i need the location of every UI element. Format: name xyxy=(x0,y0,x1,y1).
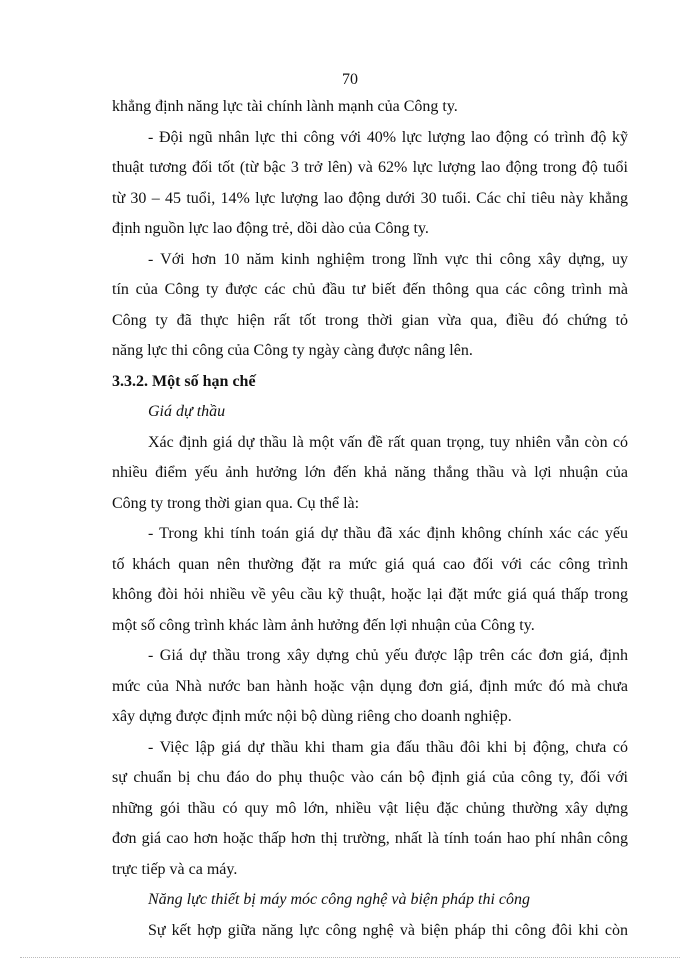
text-line: những gói thầu có quy mô lớn, nhiều vật liệu đặc chủng thường xây dựng xyxy=(112,799,628,817)
text-line: - Việc lập giá dự thầu khi tham gia đấu thầu đôi khi bị động, chưa có xyxy=(148,738,628,756)
page-bottom-divider xyxy=(20,957,680,958)
text-line: Sự kết hợp giữa năng lực công nghệ và biện pháp thi công đôi khi còn xyxy=(148,921,628,939)
text-line: không đòi hỏi nhiều về yêu cầu kỹ thuật, hoặc lại đặt mức giá quá thấp trong xyxy=(112,586,628,603)
text-line: nhiều điểm yếu ảnh hưởng lớn đến khả năng thắng thầu và lợi nhuận của xyxy=(112,464,628,481)
text-line: đơn giá cao hơn hoặc thấp hơn thị trường, nhất là tính toán hao phí nhân công xyxy=(112,830,628,847)
text-line: Xác định giá dự thầu là một vấn đề rất quan trọng, tuy nhiên vẫn còn có xyxy=(148,433,628,451)
subsection-heading: Năng lực thiết bị máy móc công nghệ và biện pháp thi công xyxy=(148,891,530,908)
text-line: khẳng định năng lực tài chính lành mạnh của Công ty. xyxy=(112,98,458,115)
text-line: mức của Nhà nước ban hành hoặc vận dụng đơn giá, định mức đó mà chưa xyxy=(112,677,628,695)
text-line: - Trong khi tính toán giá dự thầu đã xác định không chính xác các yếu xyxy=(148,525,628,542)
text-line: Công ty trong thời gian qua. Cụ thể là: xyxy=(112,494,360,512)
text-line: trực tiếp và ca máy. xyxy=(112,860,238,878)
text-line: định nguồn lực lao động trẻ, dồi dào của Công ty. xyxy=(112,220,429,237)
page-number: 70 xyxy=(342,71,358,88)
text-line: từ 30 – 45 tuổi, 14% lực lượng lao động dưới 30 tuổi. Các chỉ tiêu này khẳng xyxy=(112,189,628,207)
text-line: sự chuẩn bị chu đáo do phụ thuộc vào cán bộ định giá của công ty, đối với xyxy=(112,769,628,786)
text-line: - Với hơn 10 năm kinh nghiệm trong lĩnh vực thi công xây dựng, uy xyxy=(148,250,628,268)
text-line: tố khách quan nên thường đặt ra mức giá quá cao đối với các công trình xyxy=(112,555,628,573)
text-line: - Giá dự thầu trong xây dựng chủ yếu được lập trên các đơn giá, định xyxy=(148,647,628,664)
document-body xyxy=(112,92,628,946)
text-line: năng lực thi công của Công ty ngày càng được nâng lên. xyxy=(112,342,473,359)
text-line: Công ty đã thực hiện rất tốt trong thời gian vừa qua, điều đó chứng tỏ xyxy=(112,311,628,329)
text-line: tín của Công ty được các chủ đầu tư biết đến thông qua các công trình mà xyxy=(112,281,628,298)
text-line: - Đội ngũ nhân lực thi công với 40% lực lượng lao động có trình độ kỹ xyxy=(148,128,628,146)
subsection-heading: Giá dự thầu xyxy=(148,403,226,420)
section-heading: 3.3.2. Một số hạn chế xyxy=(112,372,256,390)
text-line: xây dựng được định mức nội bộ dùng riêng cho doanh nghiệp. xyxy=(112,708,512,725)
text-line: một số công trình khác làm ảnh hưởng đến lợi nhuận của Công ty. xyxy=(112,616,535,634)
text-line: thuật tương đối tốt (từ bậc 3 trở lên) và 62% lực lượng lao động trong độ tuổi xyxy=(112,159,628,176)
